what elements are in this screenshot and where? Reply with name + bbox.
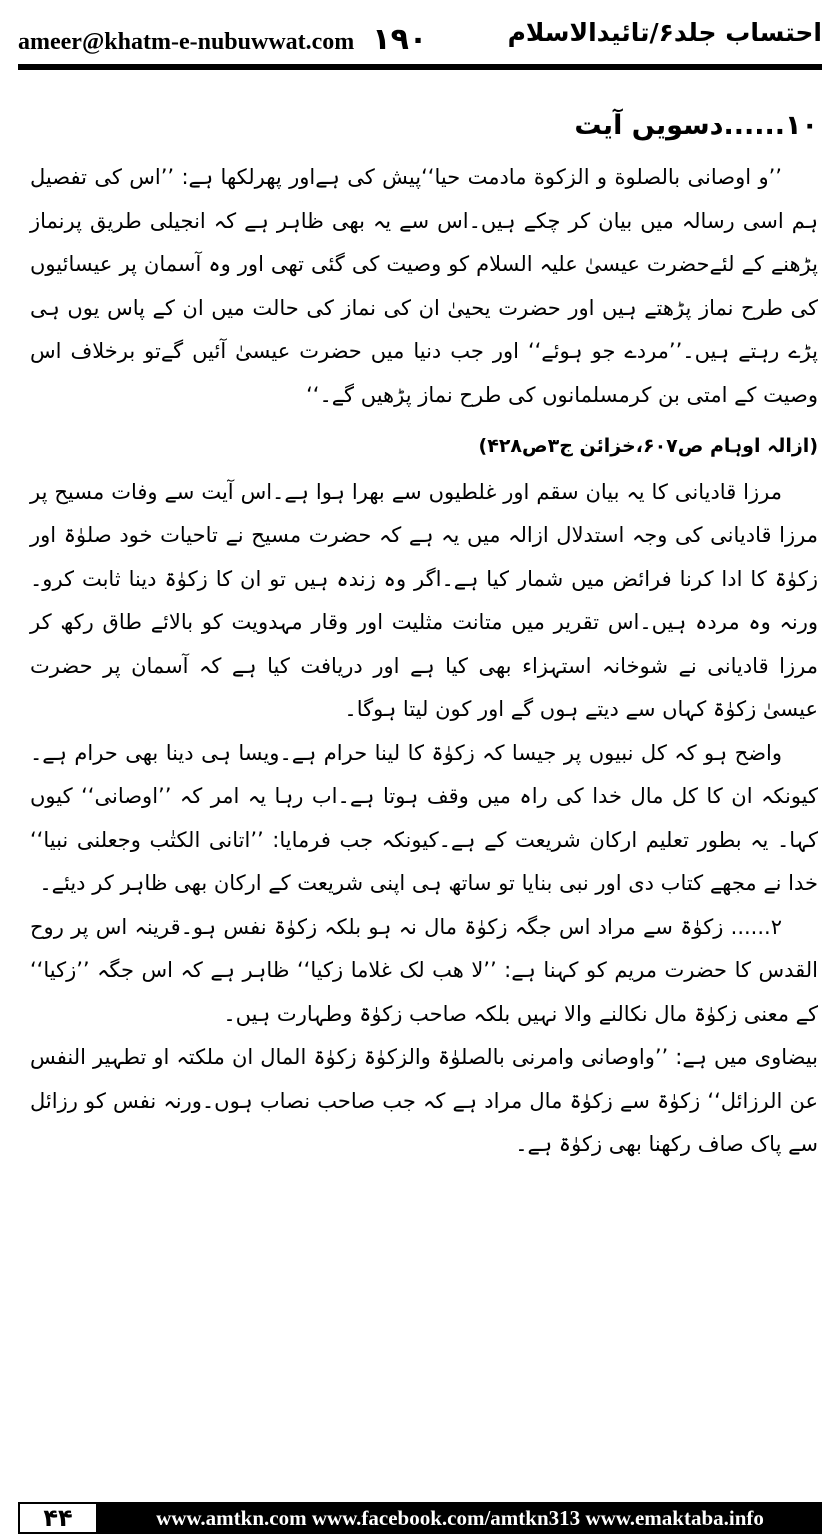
book-title: احتساب جلد۶/تائیدالاسلام [507,18,822,47]
quote-paragraph: ’’و اوصانی بالصلوة و الزکوة مادمت حیا‘‘پیش کی ہےاور پھرلکھا ہے: ’’اس کی تفصیل ہم اسی رسالہ میں بیان کر چکے ہیں۔اس سے یہ بھی ظاہر ہے کہ انجیلی طریق پرنماز پڑھنے کے لئےحضرت عیسیٰ علیہ السلام کو وصیت کی گئی تھی اور وہ آسمان پر عیسائیوں کی طرح نماز پڑھتے ہیں اور حضرت یحییٰ ان کی نماز کی حالت میں ان کے پاس یوں ہی پڑے رہتے ہیں۔’’مردے جو ہوئے‘‘ اور جب دنیا میں حضرت عیسیٰ آئیں گےتو برخلاف اس وصیت کے امتی بن کرمسلمانوں کی طرح نماز پڑھیں گے۔‘‘ [30,165,818,407]
header-left-group [18,22,427,57]
footer-links: www.amtkn.com www.facebook.com/amtkn313 www.emaktaba.info [156,1505,764,1530]
footer-page-ref: ۴۴ [18,1502,98,1534]
paragraph-explanation: واضح ہو کہ کل نبیوں پر جیسا کہ زکوٰۃ کا لینا حرام ہے۔ویسا ہی دینا بھی حرام ہے۔ کیونکہ ان کا کل مال خدا کی راہ میں وقف ہوتا ہے۔اب رہا یہ امر کہ ’’اوصانی‘‘ کیوں کہا۔ یہ بطور تعلیم ارکان شریعت کے ہے۔کیونکہ جب فرمایا: ’’اتانی الکتٰب وجعلنی نبیا‘‘ خدا نے مجھے کتاب دی اور نبی بنایا تو ساتھ ہی اپنی شریعت کے ارکان بھی ظاہر کر دیئے۔ [30,740,818,895]
header-page-number: ۱۹۰ [372,22,428,57]
paragraph-commentary: مرزا قادیانی کا یہ بیان سقم اور غلطیوں سے بھرا ہوا ہے۔اس آیت سے وفات مسیح پر مرزا قادیانی کی وجہ استدلال ازالہ میں یہ ہے کہ حضرت مسیح نے تاحیات خود صلوٰۃ اور زکوٰۃ کا ادا کرنا فرائض میں شمار کیا ہے۔اگر وہ زندہ ہیں تو ان کا زکوٰۃ دینا ثابت کرو۔ورنہ وہ مردہ ہیں۔اس تقریر میں متانت مثلیت اور وقار مہدویت کو بالائے طاق رکھ کر مرزا قادیانی نے شوخانہ استہزاء بھی کیا ہے اور دریافت کیا ہے کہ آسمان پر حضرت عیسیٰ زکوٰۃ کہاں سے دیتے ہوں گے اور کون لیتا ہوگا۔ [30,479,818,721]
section-heading: ۱۰......دسویں آیت [574,110,818,141]
paragraph-point-2: ۲...... زکوٰۃ سے مراد اس جگہ زکوٰۃ مال نہ ہو بلکہ زکوٰۃ نفس ہو۔قرینہ اس پر روح القدس کا حضرت مریم کو کہنا ہے: ’’لا ھب لک غلاما زکیا‘‘ ظاہر ہے کہ اس جگہ ’’زکیا‘‘ کے معنی زکوٰۃ مال نکالنے والا نہیں بلکہ صاحب زکوٰۃ وطہارت ہیں۔ [30,914,818,1026]
page-header [18,10,822,62]
citation-reference: (ازالہ اوہام ص۶۰۷،خزائن ج۳ص۴۲۸) [478,435,818,457]
header-email: ameer@khatm-e-nubuwwat.com [18,29,355,55]
paragraph-baidawi: بیضاوی میں ہے: ’’واوصانی وامرنی بالصلوٰۃ والزکوٰۃ زکوٰۃ المال ان ملکتہ او تطہیر النفس عن الرزائل‘‘ زکوٰۃ سے زکوٰۃ مال مراد ہے کہ جب صاحب نصاب ہوں۔ورنہ نفس کو رزائل سے پاک صاف رکھنا بھی زکوٰۃ ہے۔ [30,1045,818,1156]
page-footer [18,1502,822,1534]
page-body [30,92,818,1167]
header-divider [18,64,822,70]
